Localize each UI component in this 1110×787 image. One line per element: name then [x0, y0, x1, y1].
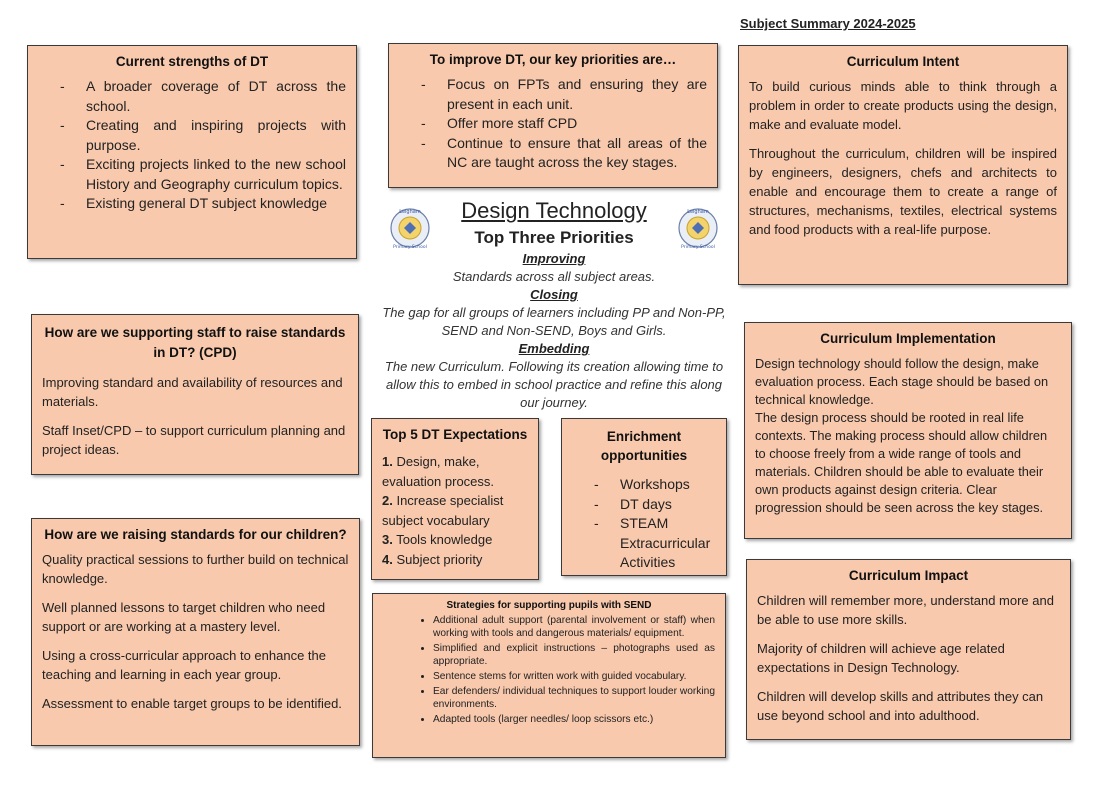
cpd-paragraph: Staff Inset/CPD – to support curriculum planning and project ideas.: [42, 423, 346, 457]
svg-text:Leigham: Leigham: [687, 209, 709, 215]
expectations-title: Top 5 DT Expectations: [382, 427, 528, 442]
priority-text: The new Curriculum. Following its creation allowing time to allow this to embed in school practice and refine this along our journey.: [384, 359, 724, 410]
list-item: - Continue to ensure that all areas of the NC are taught across the key stages.: [447, 134, 707, 173]
list-item: • Sentence stems for written work with guided vocabulary.: [433, 670, 715, 683]
list-item: - A broader coverage of DT across the school.: [86, 77, 346, 116]
intent-paragraph: Throughout the curriculum, children will be inspired by engineers, designers, chefs and architects to enable and encourage them to create a range of structures, mechanisms, textiles, electrical systems and food products with a real-life purpose.: [749, 146, 1057, 237]
priorities-title: To improve DT, our key priorities are…: [429, 52, 677, 67]
list-item: [382, 491, 528, 530]
raising-box: [31, 518, 360, 746]
list-item: - Exciting projects linked to the new school History and Geography curriculum topics.: [86, 155, 346, 194]
list-item: • Adapted tools (larger needles/ loop scissors etc.): [433, 713, 715, 726]
cpd-title: How are we supporting staff to raise standards in DT? (CPD): [44, 325, 346, 360]
list-item: • Additional adult support (parental involvement or staff) when working with tools and dangerous materials/ equipment.: [433, 614, 715, 640]
implementation-title: Curriculum Implementation: [820, 331, 996, 346]
item-number: 2.: [382, 493, 393, 508]
impact-paragraph: Majority of children will achieve age related expectations in Design Technology.: [757, 641, 1005, 675]
list-item: - Existing general DT subject knowledge: [86, 194, 346, 214]
raising-paragraph: Quality practical sessions to further build on technical knowledge.: [42, 552, 349, 586]
enrichment-title: Enrichment opportunities: [600, 429, 688, 463]
strengths-title: Current strengths of DT: [115, 54, 269, 69]
strengths-box: [27, 45, 357, 259]
item-number: 4.: [382, 551, 393, 567]
item-text: Tools knowledge: [392, 532, 493, 547]
priority-text: The gap for all groups of learners including PP and Non-PP, SEND and Non-SEND, Boys and Girls.: [382, 305, 726, 338]
impact-paragraph: Children will develop skills and attributes they can use beyond school and into adulthood.: [757, 689, 1044, 723]
list-item: - Focus on FPTs and ensuring they are present in each unit.: [447, 75, 707, 114]
impact-paragraph: Children will remember more, understand more and be able to use more skills.: [757, 593, 1054, 627]
send-box: [372, 593, 726, 758]
svg-text:Primary School: Primary School: [681, 245, 715, 250]
cpd-paragraph: Improving standard and availability of resources and materials.: [42, 375, 343, 409]
priority-heading: Improving: [522, 251, 586, 266]
enrichment-box: [561, 418, 727, 576]
list-item: • Simplified and explicit instructions – photographs used as appropriate.: [433, 642, 715, 668]
list-item: [382, 530, 528, 550]
priority-heading: Closing: [530, 287, 578, 302]
page-title: Design Technology: [461, 198, 647, 223]
list-item: • Ear defenders/ individual techniques to support louder working environments.: [433, 685, 715, 711]
implementation-paragraph: Design technology should follow the design, make evaluation process. Each stage should be based on technical knowledge.: [755, 356, 1049, 407]
impact-title: Curriculum Impact: [848, 568, 969, 583]
center-title-block: [378, 196, 730, 412]
raising-paragraph: Assessment to enable target groups to be identified.: [42, 696, 342, 711]
item-text: Design, make, evaluation process.: [382, 454, 495, 489]
priority-heading: Embedding: [518, 341, 590, 356]
raising-paragraph: Using a cross-curricular approach to enhance the teaching and learning in each year group.: [42, 648, 326, 682]
item-number: 1.: [382, 454, 393, 469]
implementation-box: [744, 322, 1072, 539]
page-subtitle: Top Three Priorities: [474, 228, 634, 247]
list-item: - STEAM Extracurricular Activities: [620, 514, 716, 573]
list-item: - Workshops: [620, 475, 716, 495]
priorities-box: [388, 43, 718, 188]
raising-title: How are we raising standards for our children?: [44, 527, 347, 542]
svg-text:Primary School: Primary School: [393, 245, 427, 250]
item-number: 3.: [382, 532, 393, 547]
intent-box: [738, 45, 1068, 285]
list-item: [382, 550, 528, 570]
item-text: Increase specialist subject vocabulary: [382, 493, 504, 528]
impact-box: [746, 559, 1071, 740]
list-item: - Creating and inspiring projects with purpose.: [86, 116, 346, 155]
cpd-box: [31, 314, 359, 475]
send-title: Strategies for supporting pupils with SEND: [446, 600, 652, 611]
summary-title: Subject Summary 2024-2025: [740, 16, 916, 31]
list-item: - Offer more staff CPD: [447, 114, 707, 134]
raising-paragraph: Well planned lessons to target children who need support or are working at a mastery level.: [42, 600, 326, 634]
expectations-box: [371, 418, 539, 580]
priority-text: Standards across all subject areas.: [452, 269, 656, 284]
intent-paragraph: To build curious minds able to think through a problem in order to create products using the design, make and evaluate model.: [749, 79, 1057, 132]
list-item: [382, 452, 528, 491]
intent-title: Curriculum Intent: [846, 54, 960, 69]
svg-text:Leigham: Leigham: [399, 209, 421, 215]
item-text: Subject priority: [392, 551, 483, 567]
implementation-paragraph: The design process should be rooted in real life contexts. The making process should allow children to choose freely from a wide range of tools and materials. Children should be able to evaluate their own products against design criteria. Clear progression should be seen across the key stages.: [755, 410, 1048, 515]
list-item: - DT days: [620, 495, 716, 515]
